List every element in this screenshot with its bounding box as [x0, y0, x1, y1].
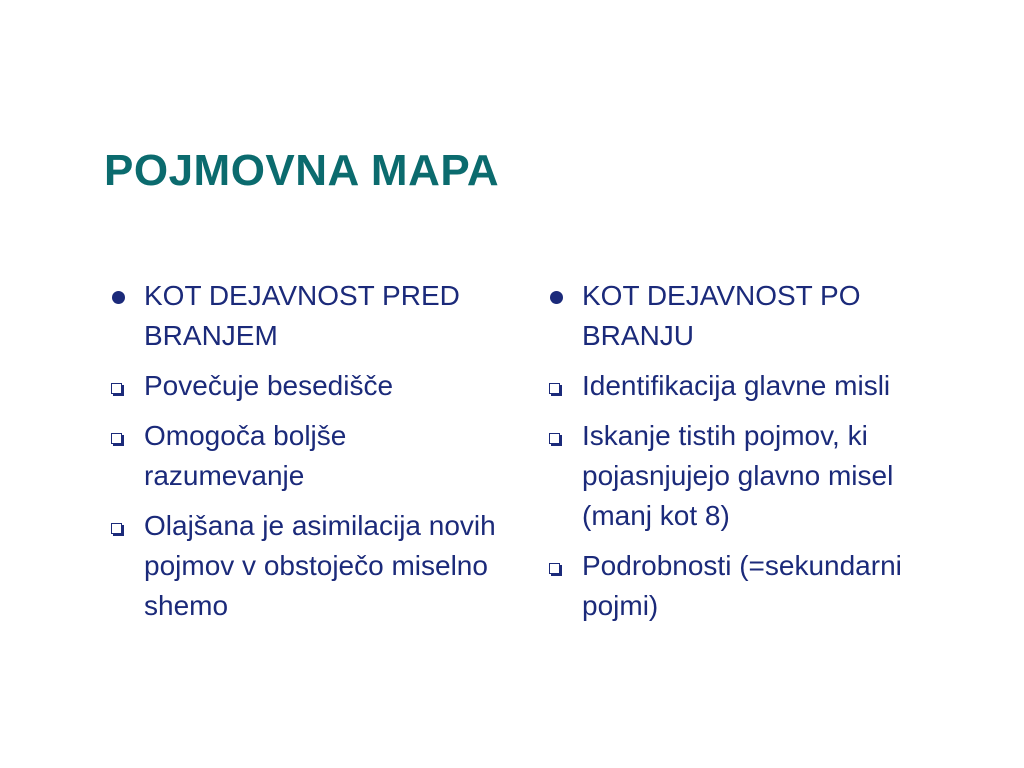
right-column: [546, 276, 966, 636]
left-list-item: [108, 366, 508, 406]
bullet-square-icon: [546, 546, 576, 586]
bullet-square-icon: [108, 366, 138, 406]
right-item-text: Identifikacija glavne misli: [582, 370, 891, 401]
bullet-square-icon: [546, 416, 576, 456]
left-heading-text: KOT DEJAVNOST PRED BRANJEM: [144, 280, 460, 351]
left-item-text: Povečuje besedišče: [144, 370, 394, 401]
right-item-text: Podrobnosti (=sekundarni pojmi): [582, 550, 902, 621]
left-item-text: Olajšana je asimilacija novih pojmov v obstoječo miselno shemo: [144, 510, 496, 621]
right-heading-text: KOT DEJAVNOST PO BRANJU: [582, 280, 861, 351]
right-list-item: [546, 546, 966, 626]
left-list-item: [108, 416, 508, 496]
bullet-square-icon: [108, 416, 138, 456]
left-column: [108, 276, 508, 636]
left-list-item: [108, 506, 508, 626]
right-list-item: [546, 366, 966, 406]
right-column-heading: [546, 276, 966, 356]
left-column-heading: [108, 276, 508, 356]
right-item-text: Iskanje tistih pojmov, ki pojasnjujejo glavno misel (manj kot 8): [582, 420, 894, 531]
left-item-text: Omogoča boljše razumevanje: [144, 420, 347, 491]
right-list-item: [546, 416, 966, 536]
bullet-dot-icon: [546, 276, 576, 316]
bullet-dot-icon: [108, 276, 138, 316]
bullet-square-icon: [546, 366, 576, 406]
slide-title: POJMOVNA MAPA: [104, 146, 500, 195]
bullet-square-icon: [108, 506, 138, 546]
